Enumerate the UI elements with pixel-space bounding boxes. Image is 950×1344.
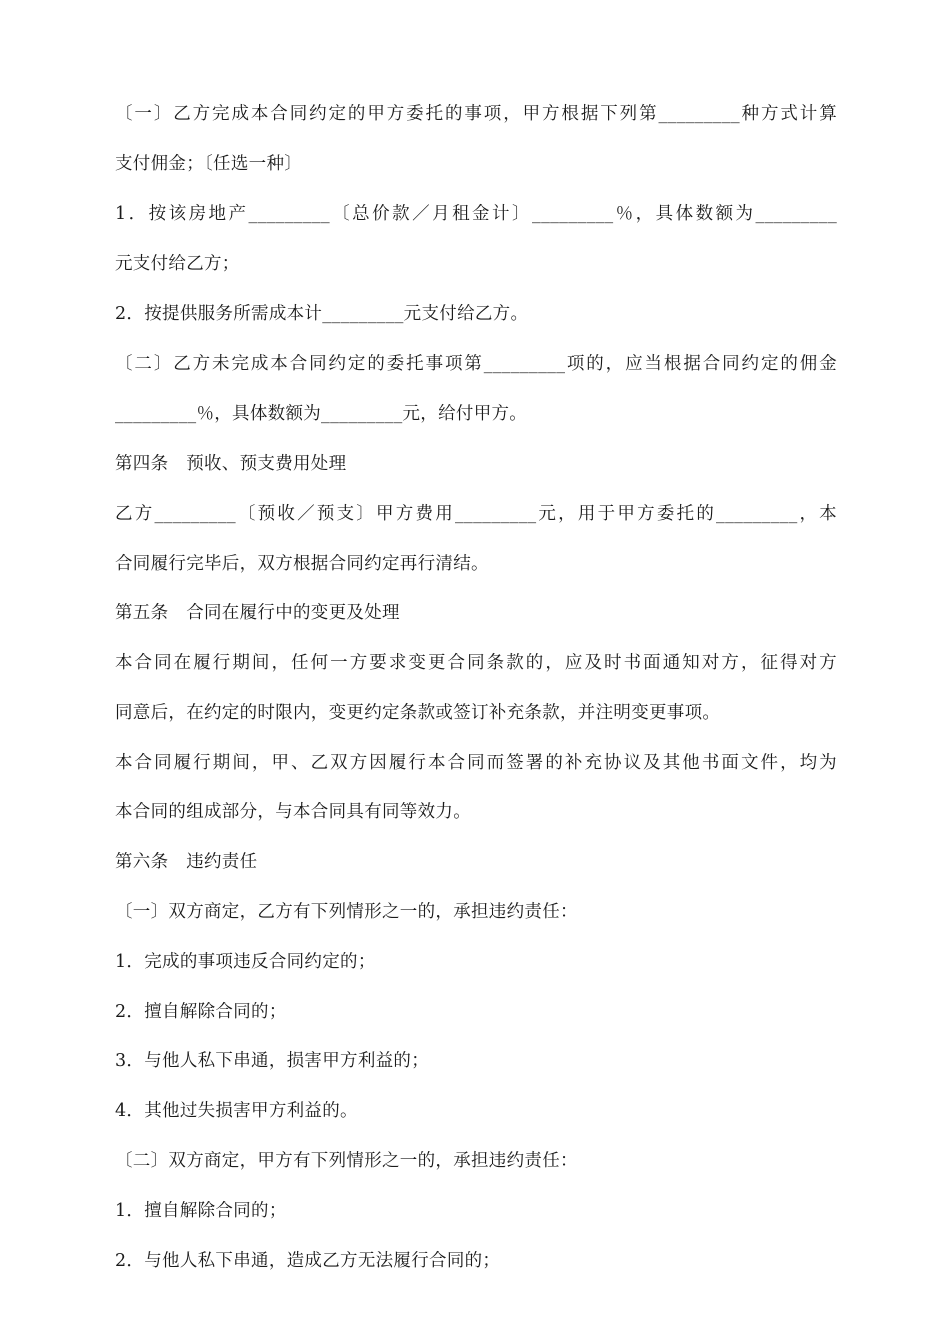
clause-3-1-line-2: 支付佣金；〔任选一种〕: [115, 154, 303, 174]
article-6-heading: 第六条 违约责任: [115, 852, 258, 872]
article-4-heading: 第四条 预收、预支费用处理: [115, 454, 347, 474]
clause-6-1-intro: 〔一〕双方商定，乙方有下列情形之一的，承担违约责任：: [115, 902, 578, 922]
clause-6-1-item-2: 2．擅自解除合同的；: [115, 1002, 287, 1022]
clause-6-1-item-3: 3．与他人私下串通，损害甲方利益的；: [115, 1051, 430, 1071]
clause-6-1-item-4: 4．其他过失损害甲方利益的。: [115, 1101, 358, 1121]
clause-6-2-item-2: 2．与他人私下串通，造成乙方无法履行合同的；: [115, 1251, 501, 1271]
clause-6-1-item-1: 1．完成的事项违反合同约定的；: [115, 952, 376, 972]
article-5-heading: 第五条 合同在履行中的变更及处理: [115, 603, 400, 623]
article-5-para-1-line-1: 本合同在履行期间，任何一方要求变更合同条款的，应及时书面通知对方，征得对方: [115, 653, 837, 673]
article-5-para-2-line-2: 本合同的组成部分，与本合同具有同等效力。: [115, 802, 471, 822]
article-5-para-2-line-1: 本合同履行期间，甲、乙双方因履行本合同而签署的补充协议及其他书面文件，均为: [115, 753, 837, 773]
article-5-para-1-line-2: 同意后，在约定的时限内，变更约定条款或签订补充条款，并注明变更事项。: [115, 703, 721, 723]
clause-6-2-item-1: 1．擅自解除合同的；: [115, 1201, 287, 1221]
clause-6-2-intro: 〔二〕双方商定，甲方有下列情形之一的，承担违约责任：: [115, 1151, 578, 1171]
clause-3-2-line-2: _________％，具体数额为_________元，给付甲方。: [115, 404, 528, 424]
clause-3-1-line-1: 〔一〕乙方完成本合同约定的甲方委托的事项，甲方根据下列第_________种方式计算: [115, 104, 837, 124]
option-2-line: 2．按提供服务所需成本计_________元支付给乙方。: [115, 304, 529, 324]
article-4-line-1: 乙方_________〔预收／预支〕甲方费用_________元，用于甲方委托的_________，本: [115, 504, 837, 524]
option-1-line-1: 1．按该房地产_________〔总价款／月租金计〕_________％，具体数额为_________: [115, 204, 837, 224]
clause-3-2-line-1: 〔二〕乙方未完成本合同约定的委托事项第_________项的，应当根据合同约定的佣金: [115, 354, 837, 374]
article-4-line-2: 合同履行完毕后，双方根据合同约定再行清结。: [115, 554, 489, 574]
option-1-line-2: 元支付给乙方；: [115, 254, 240, 274]
